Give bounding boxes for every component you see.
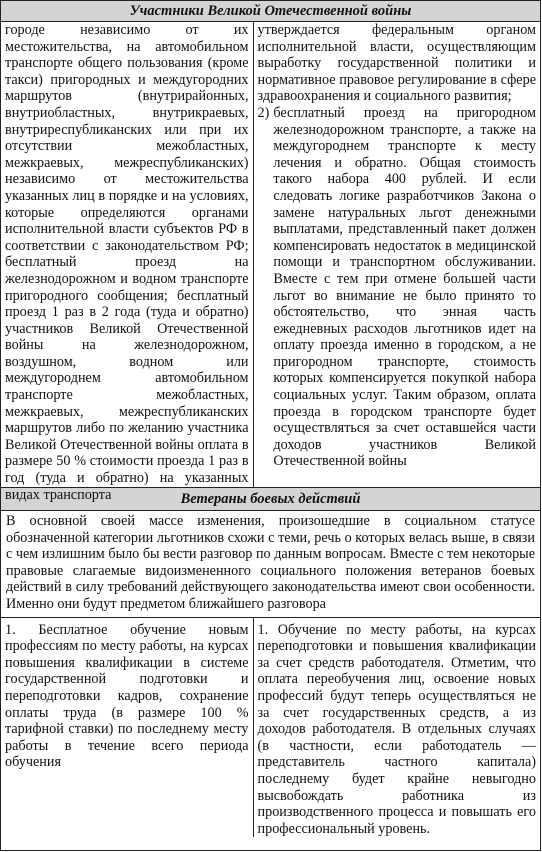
section2-left-text: 1. Бесплатное обучение новым профессиям по месту работы, на курсах повышения квалификации в системе государственной подготовки и переподготовки кадров, сохранение оплаты труда (в размере 100 % тарифной ставки) по последнему месту работы в течение всего периода обучения <box>5 621 249 771</box>
section-title: Ветераны боевых действий <box>180 491 361 507</box>
item-text: бесплатный проезд на пригородном железнодорожном транспорте, а также на междугороднем транспорте к месту лечения и обратно. Общая стоимость такого набора 400 рублей. И если следовать логике разработчиков Закона о замене натуральных льгот денежными выплатами, представленный пакет должен компенсировать недостаток в медицинской помощи и транспортном обслуживании. Вместе с тем при отмене большей части льгот во внимание не было принято то обстоятельство, что энная часть ежедневных расходов льготников идет на оплату проезда именно в городском, а не пригородном транспорте, стоимость которых компенсируется покупкой набора социальных услуг. Таким образом, оплата проезда в городском транспорте будет осуществляться за счет оставшейся части доходов участников Великой Отечественной войны <box>273 104 536 470</box>
section-header-wwii-veterans <box>1 1 540 22</box>
section2-right-text: 1. Обучение по месту работы, на курсах переподготовки и повышения квалификации за счет средств работодателя. Отметим, что оплата переобучения лиц, освоение новых профессий будут теперь осуществляться не за счет государственных средств, а из доходов работодателя. В отдельных случаях (в частности, если работодатель — представитель частного капитала) последнему будет крайне невыгодно высвобождать работника из производственного процесса и повышать его профессиональный уровень. <box>257 621 536 837</box>
section1-left-text: городе независимо от их местожительства, на автомобильном транспорте общего пользования (кроме такси) пригородных и междугородних маршрутов (внутрирайонных, внутриобластных, внутрикраевых, внутриреспубликанских или при их отсутствии межобластных, межкраевых, межреспубликанских) независимо от местожительства указанных лиц в порядке и на условиях, которые определяются органами исполнительной власти субъектов РФ в соответствии с законодательством РФ; бесплатный проезд на железнодорожном и водном транспорте пригородного сообщения; бесплатный проезд 1 раз в 2 года (туда и обратно) участников Великой Отечественной войны на железнодорожном, воздушном, водном или междугороднем автомобильном транспорте межобластных, межкраевых, межреспубликанских маршрутов либо по желанию участника Великой Отечественной войны оплата в размере 50 % стоимости проезда 1 раз в год (туда и обратно) на указанных видах транспорта <box>5 22 249 503</box>
section2-right-cell <box>254 618 540 838</box>
section1-right-cell <box>254 22 540 487</box>
section2-left-cell <box>1 618 254 838</box>
section1-left-cell <box>1 22 254 503</box>
item-number: 2) <box>257 104 270 121</box>
section2-row <box>1 618 540 838</box>
section1-right-item-2 <box>258 105 536 470</box>
section-title: Участники Великой Отечественной войны <box>129 3 412 19</box>
section1-right-intro: утверждается федеральным органом исполнительной власти, осуществляющим выработку государственной политики и нормативное правовое регулирование в сфере здравоохранения и социального развития; <box>257 22 536 105</box>
section2-intro: В основной своей массе изменения, произошедшие в социальном статусе обозначенной категории льготников схожи с теми, речь о которых велась выше, в связи с чем излишним было бы вести разговор по данным вопросам. Вместе с тем некоторые правовые слагаемые видоизмененного социального положения ветеранов боевых действий в силу требований действующего законодательства имеют свои особенности. Именно они будут предметом ближайшего разговора <box>1 511 540 618</box>
